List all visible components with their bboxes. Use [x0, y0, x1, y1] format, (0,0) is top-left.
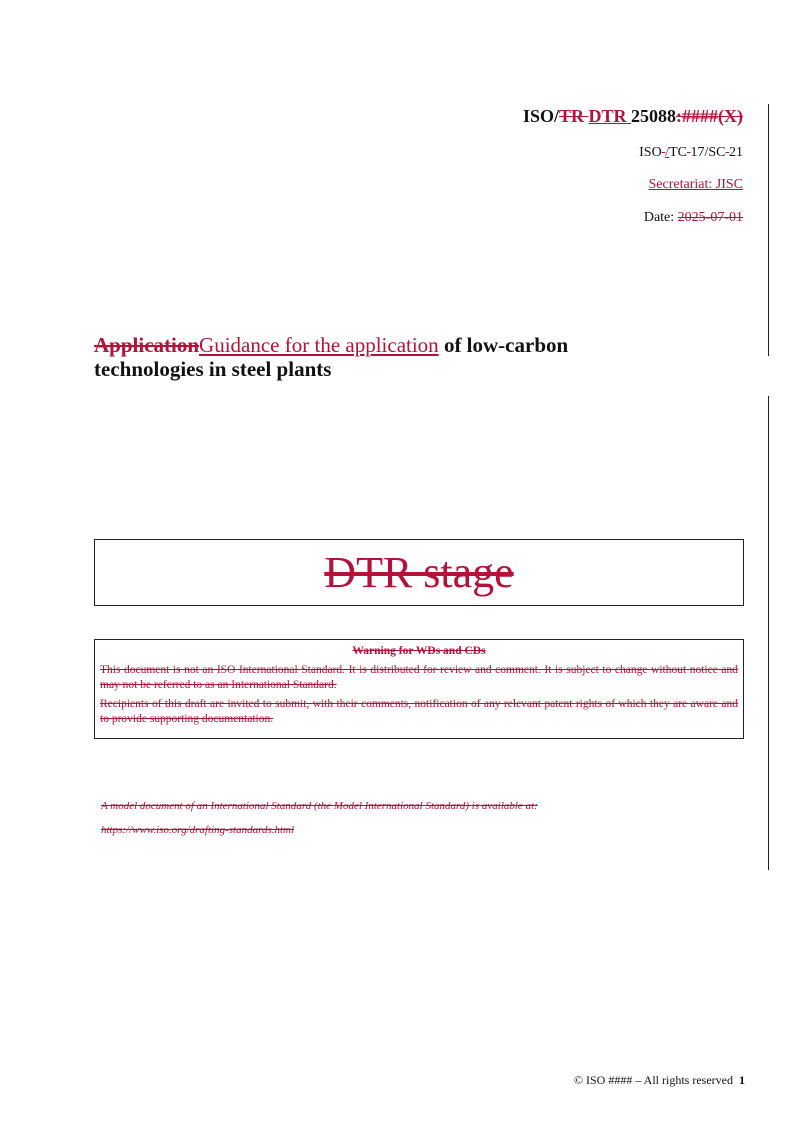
stage-box: DTR stage: [94, 539, 744, 606]
title-text: technologies in steel plants: [94, 357, 332, 381]
committee-part: ISO: [639, 145, 662, 160]
date: [644, 210, 743, 226]
warning-box: [94, 639, 744, 739]
warning-heading: Warning for WDs and CDs: [352, 645, 486, 657]
page-number: 1: [739, 1073, 745, 1087]
committee-part: 17/SC: [690, 145, 726, 160]
change-bar: [768, 104, 769, 356]
copyright: © ISO #### – All rights reserved: [573, 1073, 733, 1087]
committee-part: 21: [729, 145, 743, 160]
title-text: of low-carbon: [438, 333, 569, 357]
deleted-text: :####(X): [676, 106, 743, 126]
document-reference: [523, 106, 743, 127]
ref-number: 25088: [631, 106, 677, 126]
inserted-text: Guidance for the application: [199, 333, 439, 357]
footer: [574, 1073, 745, 1088]
warning-paragraph: This document is not an ISO International Standard. It is distributed for review and comment. It is subject to change without notice and may not be referred to as an International Standard.: [100, 664, 738, 691]
committee-part: TC: [669, 145, 687, 160]
warning-paragraph: Recipients of this draft are invited to submit, with their comments, notification of any relevant patent rights of which they are aware and to provide supporting documentation.: [100, 698, 738, 725]
inserted-text: DTR: [588, 106, 632, 126]
committee: [639, 145, 743, 161]
ref-prefix: ISO/: [522, 106, 559, 126]
secretariat: Secretariat: JISC: [648, 177, 743, 192]
inserted-text: /: [665, 145, 670, 160]
document-title: [94, 333, 674, 381]
deleted-text: TR: [558, 106, 589, 126]
model-document-link[interactable]: https://www.iso.org/drafting-standards.html: [101, 824, 295, 836]
deleted-text: 2025-07-01: [677, 210, 743, 225]
change-bar: [768, 396, 769, 870]
deleted-text: Application: [94, 333, 200, 357]
model-document-note: A model document of an International Standard (the Model International Standard) is available at:: [101, 800, 538, 812]
date-label: Date:: [643, 210, 678, 225]
